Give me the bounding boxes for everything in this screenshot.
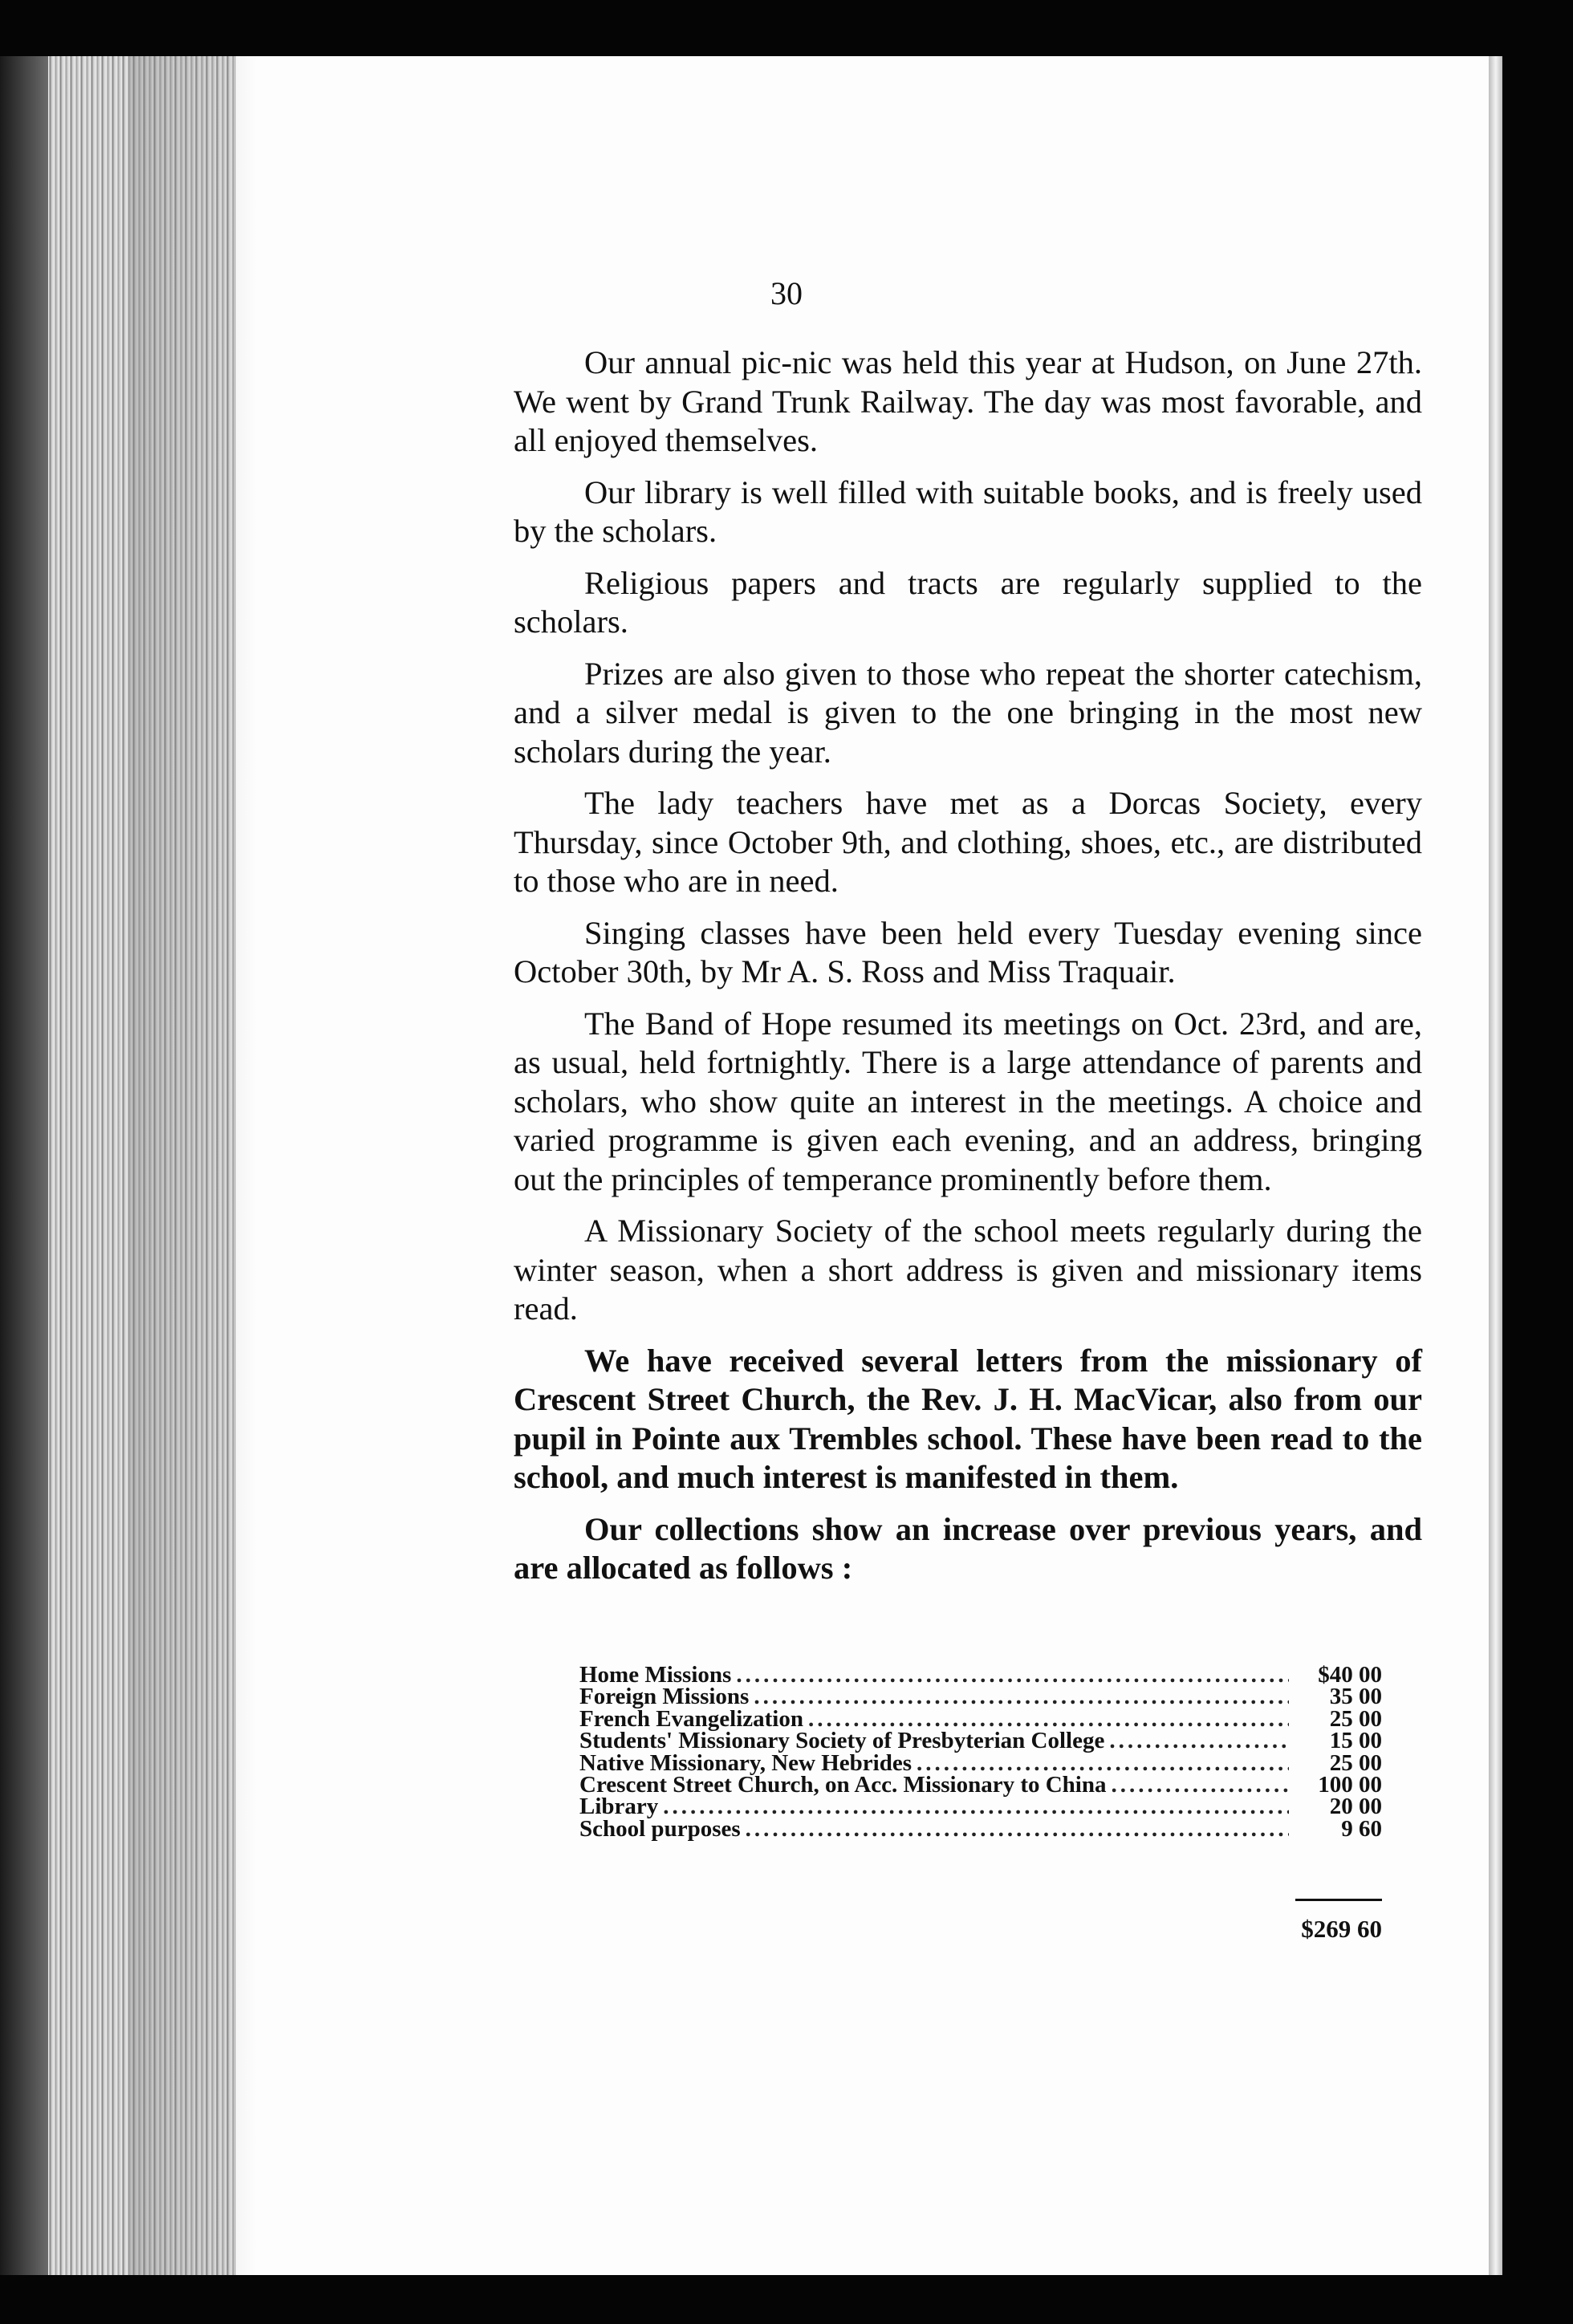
scan-border-top [0, 0, 1573, 56]
book-spine-shadow [0, 48, 48, 2287]
ledger-amount: 9 60 [1341, 1815, 1382, 1842]
body-text [514, 343, 1422, 1601]
ledger-amount: 35 00 [1329, 1684, 1382, 1710]
page-number: 30 [770, 275, 803, 311]
ledger-label: Crescent Street Church, on Acc. Missionary to China [579, 1771, 1107, 1798]
ledger-row [579, 1815, 1382, 1842]
paragraph-picnic: Our annual pic-nic was held this year at Hudson, on June 27th. We went by Grand Trunk Railway. The day was most favorable, and all enjoyed themselves. [514, 344, 1422, 458]
collections-total: $269 60 [1301, 1915, 1382, 1943]
dot-leader [917, 1753, 1289, 1774]
ledger-row [579, 1705, 1382, 1732]
dot-leader [736, 1664, 1289, 1686]
ledger-amount: 15 00 [1329, 1728, 1382, 1754]
dot-leader [754, 1686, 1289, 1708]
ledger-amount: 20 00 [1329, 1794, 1382, 1820]
ledger-label: French Evangelization [579, 1705, 803, 1732]
ledger-label: Home Missions [579, 1662, 732, 1688]
ledger-row [579, 1686, 1382, 1708]
dot-leader [1109, 1730, 1289, 1752]
ledger-row [579, 1749, 1382, 1776]
ledger-label: Foreign Missions [579, 1684, 750, 1710]
collections-ledger [579, 1664, 1382, 1840]
scan-border-right [1502, 0, 1573, 2324]
ledger-label: School purposes [579, 1815, 741, 1842]
paragraph-religious-papers: Religious papers and tracts are regularly supplied to the scholars. [514, 564, 1422, 640]
dot-leader [808, 1708, 1289, 1730]
paragraph-letters: We have received several letters from the missionary of Crescent Street Church, the Rev. J. H. MacVicar, also from our pupil in Pointe aux Trembles school. These have been read to the school, and much interest is manifested in them. [514, 1342, 1422, 1495]
paragraph-library: Our library is well filled with suitable books, and is freely used by the scholars. [514, 473, 1422, 549]
paragraph-band-of-hope: The Band of Hope resumed its meetings on Oct. 23rd, and are, as usual, held fortnightly. There is a large attendance of parents and scholars, who show quite an interest in the meetings. A choice and varied programme is given each evening, and an address, bringing out the principles of temperance prominently before them. [514, 1005, 1422, 1197]
paragraph-dorcas-society: The lady teachers have met as a Dorcas Society, every Thursday, since October 9th, and clothing, shoes, etc., are distributed to those who are in need. [514, 785, 1422, 899]
ledger-label: Native Missionary, New Hebrides [579, 1749, 913, 1776]
total-rule [1295, 1899, 1382, 1901]
ledger-row [579, 1730, 1382, 1752]
ledger-row [579, 1771, 1382, 1798]
ledger-amount: $40 00 [1318, 1662, 1382, 1688]
paragraph-missionary-society: A Missionary Society of the school meets regularly during the winter season, when a short address is given and missionary items read. [514, 1213, 1422, 1327]
gutter-shadow [128, 56, 257, 2279]
paragraph-collections-intro: Our collections show an increase over previous years, and are allocated as follows : [514, 1510, 1422, 1586]
dot-leader [1112, 1774, 1290, 1796]
paragraph-prizes: Prizes are also given to those who repeat the shorter catechism, and a silver medal is given to the one bringing in the most new scholars during the year. [514, 655, 1422, 770]
scan-border-bottom [0, 2275, 1573, 2324]
ledger-amount: 100 00 [1318, 1771, 1382, 1798]
ledger-amount: 25 00 [1329, 1705, 1382, 1732]
ledger-row [579, 1664, 1382, 1686]
ledger-label: Students' Missionary Society of Presbyterian College [579, 1728, 1105, 1754]
ledger-amount: 25 00 [1329, 1749, 1382, 1776]
ledger-label: Library [579, 1794, 659, 1820]
paragraph-singing-classes: Singing classes have been held every Tuesday evening since October 30th, by Mr A. S. Ross and Miss Traquair. [514, 914, 1422, 989]
dot-leader [663, 1796, 1289, 1818]
dot-leader [746, 1818, 1289, 1840]
ledger-row [579, 1796, 1382, 1818]
